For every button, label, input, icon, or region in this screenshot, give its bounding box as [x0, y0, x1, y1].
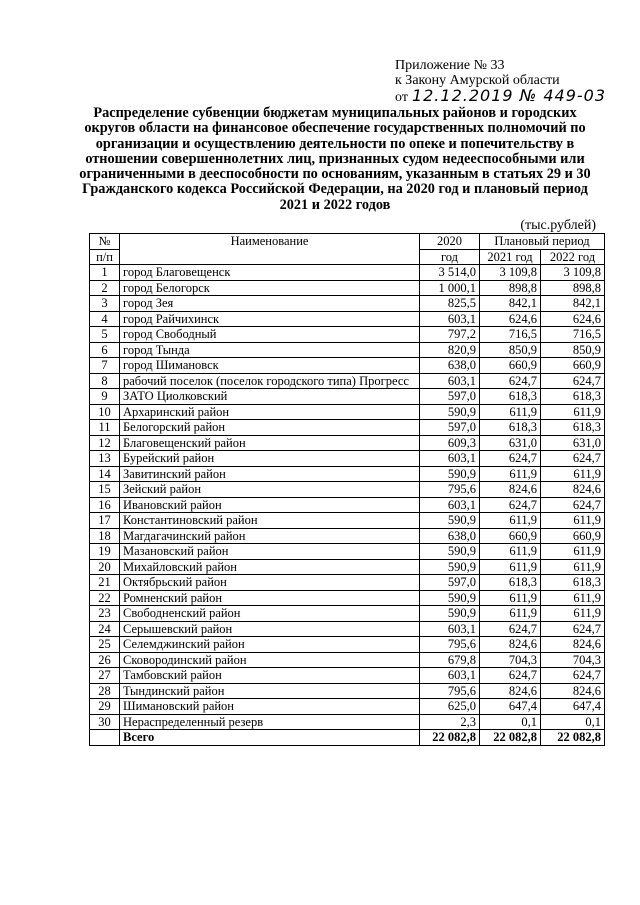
- row-name: Завитинский район: [120, 466, 420, 482]
- value-2020: 609,3: [420, 435, 480, 451]
- table-row: [90, 621, 605, 637]
- value-2022: 850,9: [541, 342, 605, 358]
- row-number: 22: [90, 590, 120, 606]
- table-row: [90, 714, 605, 730]
- row-name: город Зея: [120, 296, 420, 312]
- header-2020-year: 2020: [437, 234, 462, 249]
- row-number: 26: [90, 652, 120, 668]
- header-num: [90, 234, 120, 250]
- value-2022: 624,6: [541, 311, 605, 327]
- row-number: 2: [90, 280, 120, 296]
- row-number: 19: [90, 544, 120, 560]
- value-2020: 603,1: [420, 311, 480, 327]
- row-number: 7: [90, 358, 120, 374]
- row-name: Тындинский район: [120, 683, 420, 699]
- header-plan: Плановый период: [480, 234, 605, 250]
- total-2022: 22 082,8: [541, 730, 605, 746]
- value-2021: 704,3: [480, 652, 541, 668]
- value-2021: 660,9: [480, 358, 541, 374]
- value-2020: 820,9: [420, 342, 480, 358]
- value-2021: 3 109,8: [480, 265, 541, 281]
- value-2021: 624,7: [480, 497, 541, 513]
- value-2021: 624,7: [480, 451, 541, 467]
- value-2022: 611,9: [541, 559, 605, 575]
- value-2021: 624,7: [480, 373, 541, 389]
- table-row: [90, 575, 605, 591]
- table-row: [90, 327, 605, 343]
- row-name: Ивановский район: [120, 497, 420, 513]
- value-2021: 611,9: [480, 606, 541, 622]
- row-number: 20: [90, 559, 120, 575]
- value-2022: 3 109,8: [541, 265, 605, 281]
- value-2021: 824,6: [480, 482, 541, 498]
- value-2020: 597,0: [420, 575, 480, 591]
- value-2021: 647,4: [480, 699, 541, 715]
- value-2022: 824,6: [541, 637, 605, 653]
- row-name: Ромненский район: [120, 590, 420, 606]
- table-row: [90, 652, 605, 668]
- table-row: [90, 389, 605, 405]
- value-2020: 825,5: [420, 296, 480, 312]
- value-2020: 590,9: [420, 466, 480, 482]
- table-row: [90, 466, 605, 482]
- value-2022: 631,0: [541, 435, 605, 451]
- value-2022: 611,9: [541, 513, 605, 529]
- value-2022: 618,3: [541, 389, 605, 405]
- table-row: [90, 373, 605, 389]
- row-name: город Благовещенск: [120, 265, 420, 281]
- value-2020: 590,9: [420, 513, 480, 529]
- table-row: [90, 296, 605, 312]
- row-number: 3: [90, 296, 120, 312]
- row-number: 15: [90, 482, 120, 498]
- value-2021: 611,9: [480, 404, 541, 420]
- header-name: Наименование: [120, 234, 420, 265]
- row-number: 17: [90, 513, 120, 529]
- row-name: город Белогорск: [120, 280, 420, 296]
- row-number: 23: [90, 606, 120, 622]
- value-2020: 603,1: [420, 668, 480, 684]
- row-number: 25: [90, 637, 120, 653]
- row-name: Архаринский район: [120, 404, 420, 420]
- value-2021: 824,6: [480, 637, 541, 653]
- value-2020: 603,1: [420, 497, 480, 513]
- value-2020: 1 000,1: [420, 280, 480, 296]
- value-2021: 618,3: [480, 575, 541, 591]
- value-2022: 611,9: [541, 544, 605, 560]
- row-number: 10: [90, 404, 120, 420]
- subvention-table: [89, 233, 605, 746]
- table-row: [90, 280, 605, 296]
- table-row: [90, 404, 605, 420]
- value-2022: 660,9: [541, 358, 605, 374]
- value-2022: 660,9: [541, 528, 605, 544]
- row-name: Бурейский район: [120, 451, 420, 467]
- value-2020: 795,6: [420, 482, 480, 498]
- header-num-line1: №: [98, 234, 111, 249]
- row-name: Тамбовский район: [120, 668, 420, 684]
- table-row: [90, 265, 605, 281]
- row-number: 9: [90, 389, 120, 405]
- value-2022: 716,5: [541, 327, 605, 343]
- total-2020: 22 082,8: [420, 730, 480, 746]
- units-label: (тыс.рублей): [520, 218, 596, 233]
- table-row: [90, 590, 605, 606]
- value-2021: 624,7: [480, 621, 541, 637]
- value-2020: 603,1: [420, 621, 480, 637]
- value-2021: 611,9: [480, 466, 541, 482]
- appendix-date-prefix: от: [395, 90, 408, 105]
- header-row: [90, 234, 605, 250]
- value-2022: 624,7: [541, 668, 605, 684]
- table-row: [90, 637, 605, 653]
- value-2021: 624,6: [480, 311, 541, 327]
- row-name: Свободненский район: [120, 606, 420, 622]
- value-2020: 590,9: [420, 559, 480, 575]
- appendix-date-line: [395, 88, 606, 105]
- header-2020: [420, 234, 480, 250]
- value-2020: 795,6: [420, 683, 480, 699]
- row-number: 29: [90, 699, 120, 715]
- table-row: [90, 559, 605, 575]
- row-number: 30: [90, 714, 120, 730]
- row-name: рабочий поселок (поселок городского типа) Прогресс: [120, 373, 420, 389]
- value-2022: 842,1: [541, 296, 605, 312]
- value-2020: 590,9: [420, 404, 480, 420]
- value-2021: 850,9: [480, 342, 541, 358]
- value-2022: 611,9: [541, 466, 605, 482]
- row-number: 14: [90, 466, 120, 482]
- total-row: [90, 730, 605, 746]
- total-2021: 22 082,8: [480, 730, 541, 746]
- value-2021: 611,9: [480, 559, 541, 575]
- value-2022: 0,1: [541, 714, 605, 730]
- value-2022: 611,9: [541, 404, 605, 420]
- value-2020: 597,0: [420, 389, 480, 405]
- row-name: Михайловский район: [120, 559, 420, 575]
- row-number: 13: [90, 451, 120, 467]
- value-2022: 618,3: [541, 575, 605, 591]
- row-name: город Шимановск: [120, 358, 420, 374]
- value-2020: 603,1: [420, 373, 480, 389]
- value-2021: 611,9: [480, 544, 541, 560]
- appendix-number: Приложение № 33: [395, 58, 505, 73]
- row-number: 18: [90, 528, 120, 544]
- table-row: [90, 420, 605, 436]
- total-label: Всего: [120, 730, 420, 746]
- value-2020: 597,0: [420, 420, 480, 436]
- appendix-law: к Закону Амурской области: [395, 73, 560, 88]
- row-number: 27: [90, 668, 120, 684]
- value-2020: 797,2: [420, 327, 480, 343]
- value-2022: 618,3: [541, 420, 605, 436]
- row-name: город Райчихинск: [120, 311, 420, 327]
- value-2020: 2,3: [420, 714, 480, 730]
- row-name: Магдагачинский район: [120, 528, 420, 544]
- value-2021: 842,1: [480, 296, 541, 312]
- table-row: [90, 668, 605, 684]
- table-row: [90, 342, 605, 358]
- value-2020: 590,9: [420, 590, 480, 606]
- row-name: Зейский район: [120, 482, 420, 498]
- row-number: 8: [90, 373, 120, 389]
- row-number: 12: [90, 435, 120, 451]
- value-2020: 3 514,0: [420, 265, 480, 281]
- table-row: [90, 544, 605, 560]
- table-row: [90, 683, 605, 699]
- value-2020: 625,0: [420, 699, 480, 715]
- handwritten-date: 12.12.2019 № 449-03: [411, 86, 607, 105]
- header-2020-god: год: [420, 249, 480, 265]
- row-number: 21: [90, 575, 120, 591]
- row-number: 4: [90, 311, 120, 327]
- table-row: [90, 497, 605, 513]
- value-2021: 660,9: [480, 528, 541, 544]
- header-2022: 2022 год: [541, 249, 605, 265]
- total-number-empty: [90, 730, 120, 746]
- table-row: [90, 451, 605, 467]
- value-2022: 624,7: [541, 451, 605, 467]
- value-2020: 638,0: [420, 528, 480, 544]
- row-name: Октябрьский район: [120, 575, 420, 591]
- row-number: 28: [90, 683, 120, 699]
- table-row: [90, 435, 605, 451]
- value-2022: 611,9: [541, 606, 605, 622]
- row-name: Сковородинский район: [120, 652, 420, 668]
- row-name: Белогорский район: [120, 420, 420, 436]
- row-name: Нераспределенный резерв: [120, 714, 420, 730]
- value-2022: 624,7: [541, 373, 605, 389]
- value-2021: 898,8: [480, 280, 541, 296]
- row-name: Селемджинский район: [120, 637, 420, 653]
- value-2022: 647,4: [541, 699, 605, 715]
- row-name: ЗАТО Циолковский: [120, 389, 420, 405]
- row-number: 16: [90, 497, 120, 513]
- header-2021: 2021 год: [480, 249, 541, 265]
- value-2022: 611,9: [541, 590, 605, 606]
- value-2020: 590,9: [420, 544, 480, 560]
- value-2021: 611,9: [480, 513, 541, 529]
- value-2020: 679,8: [420, 652, 480, 668]
- row-name: город Свободный: [120, 327, 420, 343]
- row-name: Благовещенский район: [120, 435, 420, 451]
- row-number: 1: [90, 265, 120, 281]
- value-2021: 631,0: [480, 435, 541, 451]
- row-number: 5: [90, 327, 120, 343]
- table-row: [90, 513, 605, 529]
- value-2021: 618,3: [480, 420, 541, 436]
- value-2022: 824,6: [541, 683, 605, 699]
- row-name: город Тында: [120, 342, 420, 358]
- row-number: 11: [90, 420, 120, 436]
- value-2022: 624,7: [541, 621, 605, 637]
- table-row: [90, 699, 605, 715]
- table-row: [90, 358, 605, 374]
- value-2022: 898,8: [541, 280, 605, 296]
- value-2021: 618,3: [480, 389, 541, 405]
- header-num-2: п/п: [90, 249, 120, 265]
- row-name: Серышевский район: [120, 621, 420, 637]
- value-2020: 638,0: [420, 358, 480, 374]
- document-title: Распределение субвенции бюджетам муниципальных районов и городских округов области на финансовое обеспечение государственных полномочий по организации и осуществлению деятельности по опеке и попечительству в отношении совершеннолетних лиц, признанных судом недееспособными или ограниченными в дееспособности по основаниям, указанным в статьях 29 и 30 Гражданского кодекса Российской Федерации, на 2020 год и плановый период 2021 и 2022 годов: [79, 105, 591, 213]
- row-name: Шимановский район: [120, 699, 420, 715]
- row-number: 24: [90, 621, 120, 637]
- table-row: [90, 606, 605, 622]
- row-name: Мазановский район: [120, 544, 420, 560]
- table-row: [90, 482, 605, 498]
- value-2020: 603,1: [420, 451, 480, 467]
- table-body: [90, 265, 605, 746]
- value-2022: 824,6: [541, 482, 605, 498]
- value-2020: 590,9: [420, 606, 480, 622]
- table-row: [90, 311, 605, 327]
- row-name: Константиновский район: [120, 513, 420, 529]
- value-2022: 704,3: [541, 652, 605, 668]
- value-2022: 624,7: [541, 497, 605, 513]
- row-number: 6: [90, 342, 120, 358]
- value-2021: 624,7: [480, 668, 541, 684]
- value-2021: 0,1: [480, 714, 541, 730]
- appendix-block: [395, 58, 606, 105]
- value-2021: 824,6: [480, 683, 541, 699]
- value-2021: 611,9: [480, 590, 541, 606]
- value-2020: 795,6: [420, 637, 480, 653]
- table-row: [90, 528, 605, 544]
- value-2021: 716,5: [480, 327, 541, 343]
